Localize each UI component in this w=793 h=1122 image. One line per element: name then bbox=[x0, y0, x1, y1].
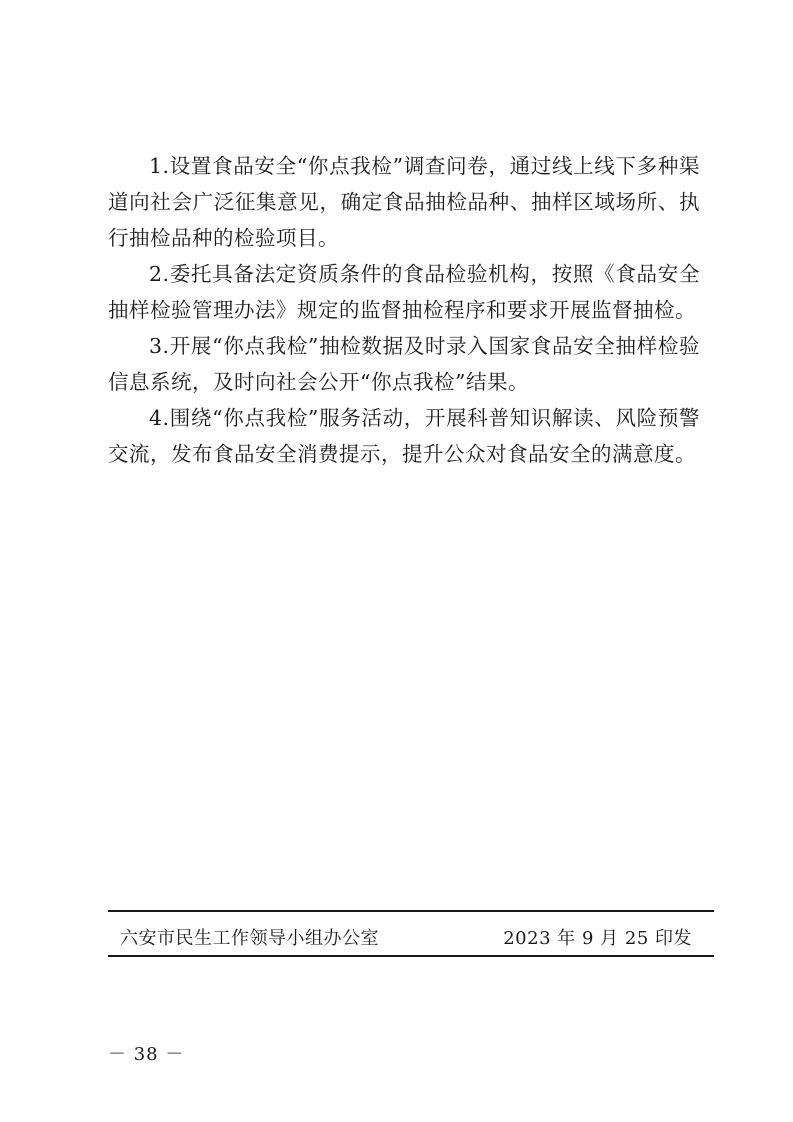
issue-date: 2023 年 9 月 25 印发 bbox=[503, 928, 692, 949]
paragraph-4: 4.围绕“你点我检”服务活动，开展科普知识解读、风险预警交流，发布食品安全消费提示，提升公众对食品安全的满意度。 bbox=[108, 406, 700, 466]
paragraph-2: 2.委托具备法定资质条件的食品检验机构，按照《食品安全抽样检验管理办法》规定的监督抽检程序和要求开展监督抽检。 bbox=[108, 262, 700, 322]
issuance-footer bbox=[108, 910, 714, 957]
paragraph-3: 3.开展“你点我检”抽检数据及时录入国家食品安全抽样检验信息系统，及时向社会公开“你点我检”结果。 bbox=[108, 334, 700, 394]
paragraph-1: 1.设置食品安全“你点我检”调查问卷，通过线上线下多种渠道向社会广泛征集意见，确定食品抽检品种、抽样区域场所、执行抽检品种的检验项目。 bbox=[108, 154, 700, 250]
issuer-name: 六安市民生工作领导小组办公室 bbox=[120, 928, 379, 949]
body-text bbox=[108, 148, 700, 472]
page-number: － 38 － bbox=[108, 1044, 185, 1065]
